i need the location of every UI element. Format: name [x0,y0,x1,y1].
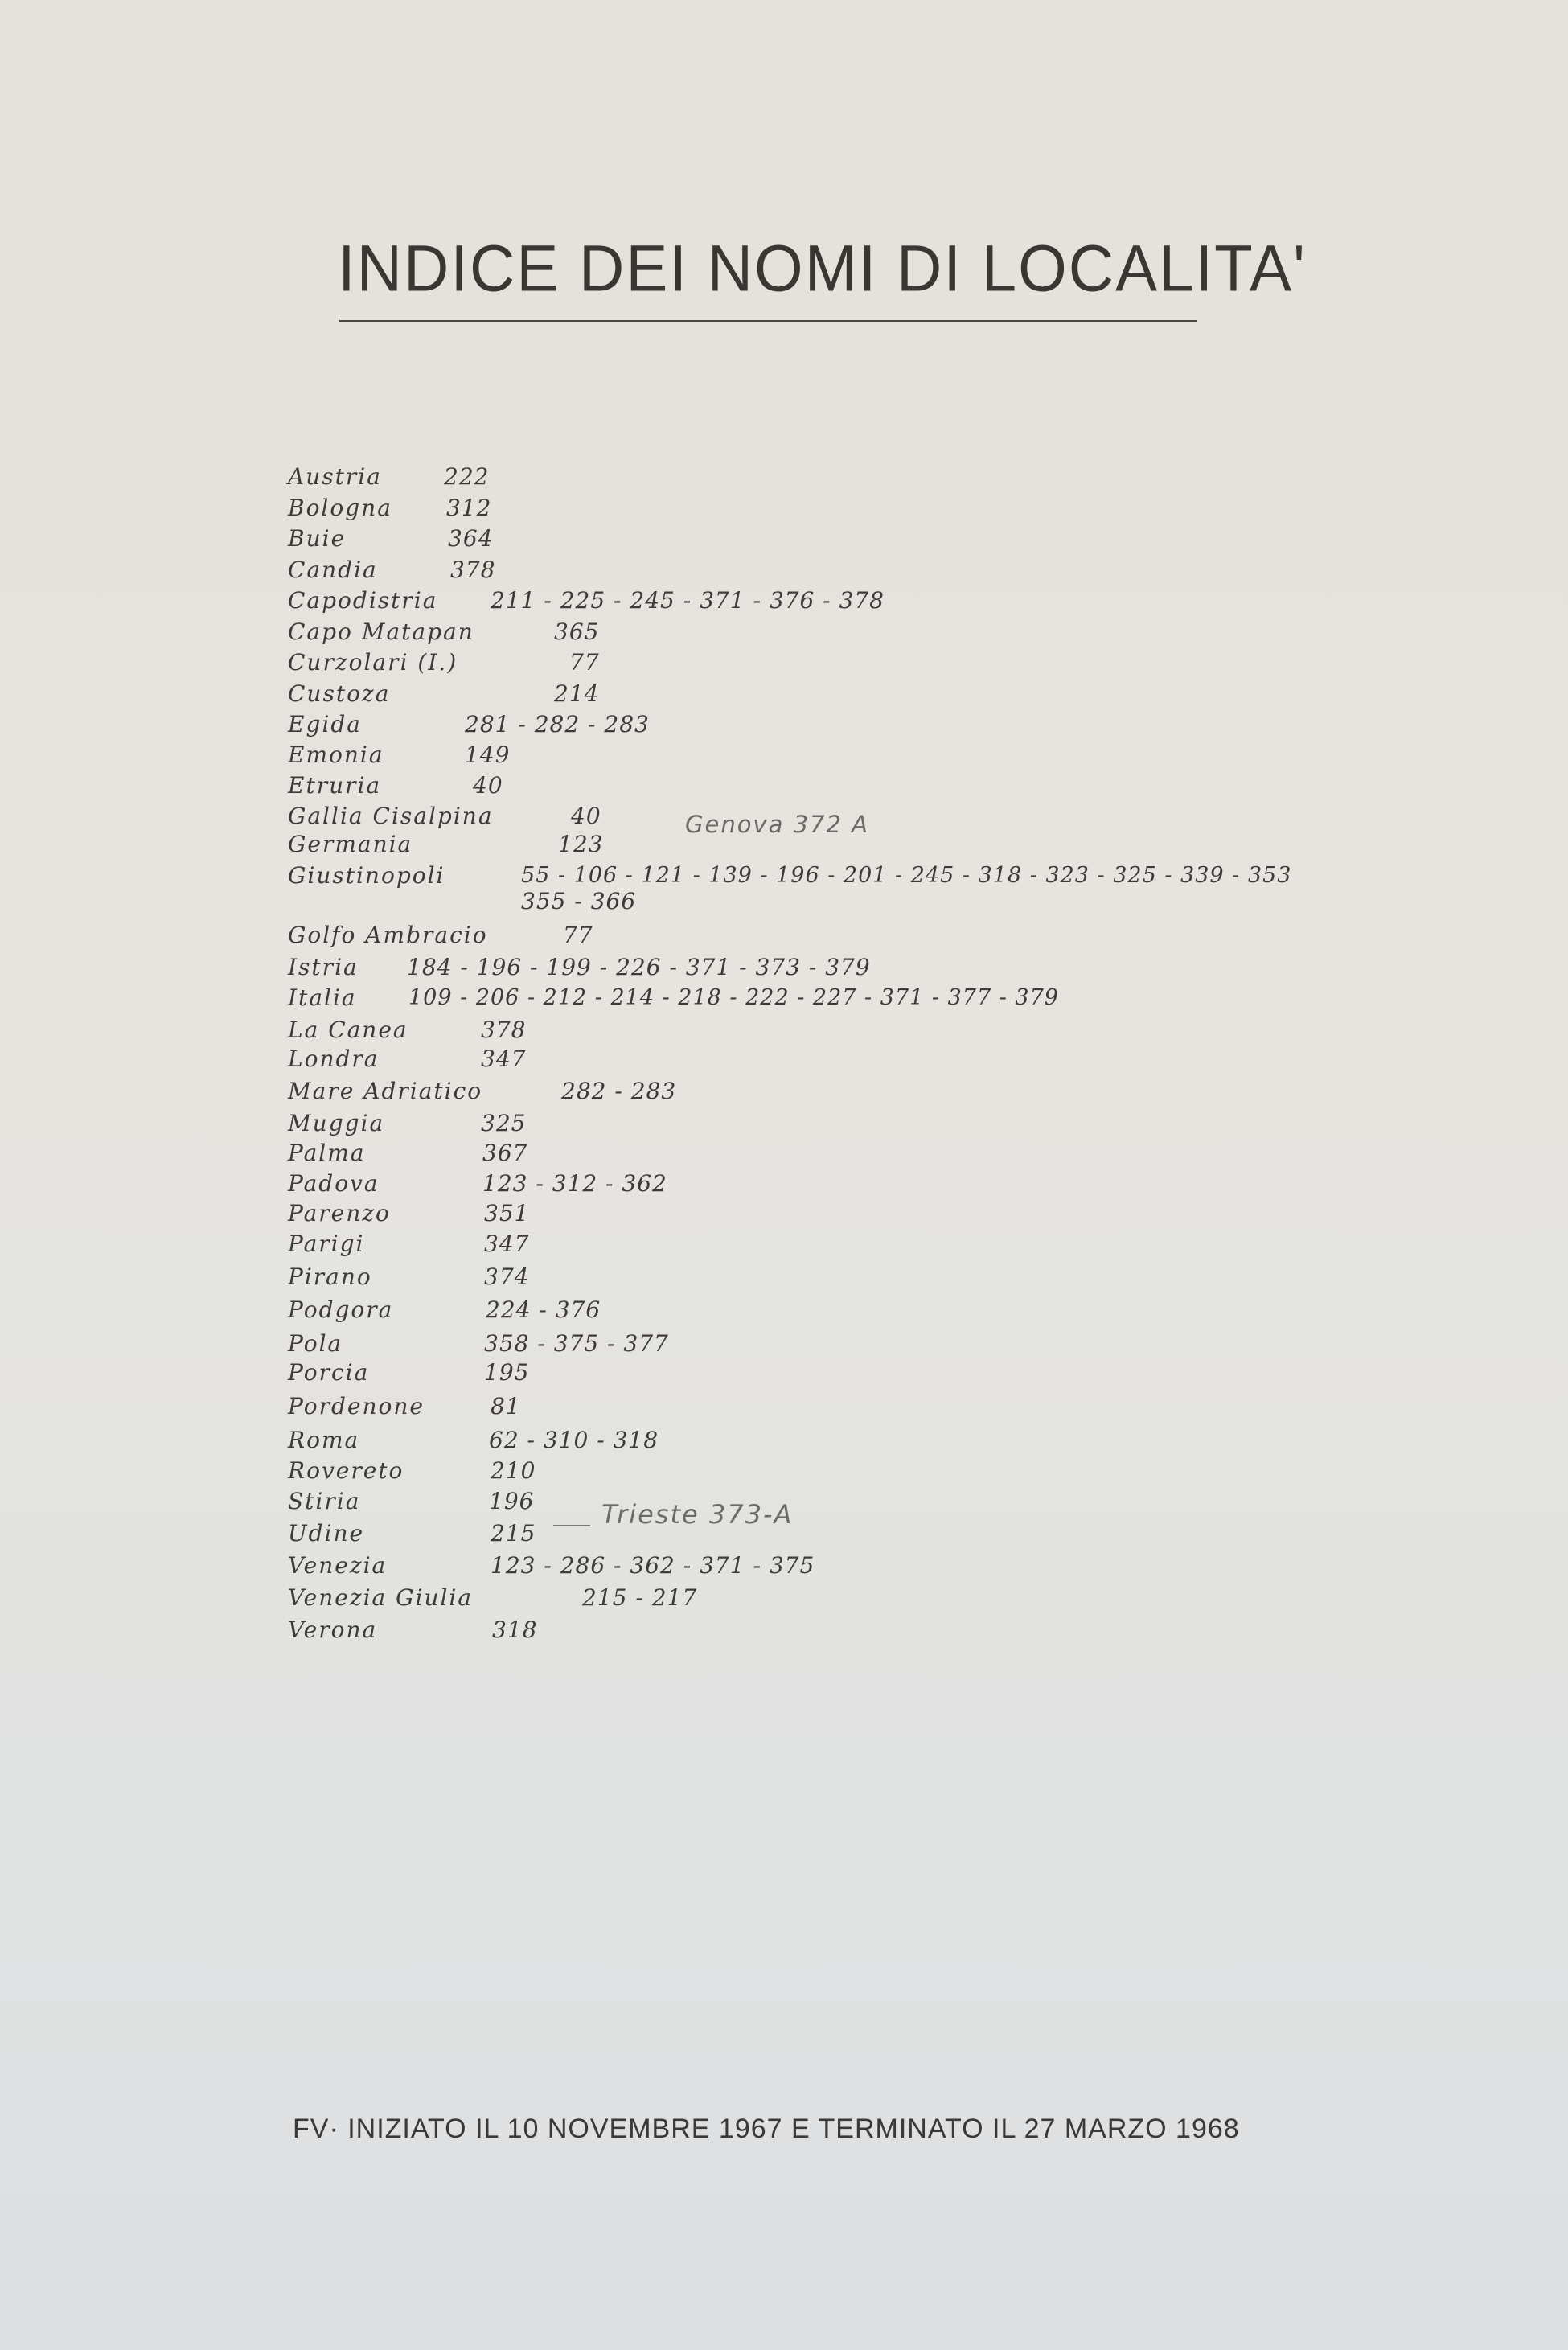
index-entry [288,862,1542,914]
page-numbers: 123 - 312 - 362 [482,1170,667,1197]
place-name: Mare Adriatico [288,1078,483,1104]
place-name: La Canea [288,1017,408,1043]
place-name: Pirano [288,1263,372,1290]
index-entry [288,742,1542,769]
page-numbers: 351 [484,1200,530,1226]
index-entry [288,1584,1542,1612]
page-numbers: 347 [481,1046,527,1072]
place-name: Gallia Cisalpina [288,803,494,829]
page-title: INDICE DEI NOMI DI LOCALITA' [338,230,1307,306]
index-entry [288,1230,1542,1258]
place-name: Parenzo [288,1200,391,1226]
page-numbers: 222 [444,463,490,490]
page-numbers: 55 - 106 - 121 - 139 - 196 - 201 - 245 - 318 - 323 - 325 - 339 - 353 [521,863,1292,888]
index-entry [288,1140,1542,1167]
place-name: Pola [288,1330,343,1357]
page-numbers: 367 [482,1140,528,1166]
index-entry [288,922,1542,949]
place-name: Udine [288,1520,365,1547]
place-name: Londra [288,1046,380,1072]
place-name: Pordenone [288,1393,425,1419]
place-name: Parigi [288,1230,365,1257]
page-numbers: 374 [484,1263,530,1290]
place-name: Roma [288,1427,360,1453]
page-numbers: 211 - 225 - 245 - 371 - 376 - 378 [491,587,885,614]
place-name: Rovereto [288,1457,404,1484]
index-entry [288,557,1542,584]
index-entry [288,1017,1542,1044]
page-numbers: 215 [491,1520,536,1547]
index-entry [288,1263,1542,1291]
place-name: Capodistria [288,587,438,614]
index-entry [288,772,1542,799]
place-name: Curzolari (I.) [288,649,458,676]
annotation-genova: Genova 372 A [685,811,869,838]
index-entry [288,803,1542,830]
page-numbers: 40 [571,803,601,829]
place-name: Giustinopoli [288,862,445,889]
index-entry [288,587,1542,614]
page-numbers: 318 [492,1617,538,1643]
page-numbers: 77 [563,922,593,948]
page-numbers: 109 - 206 - 212 - 214 - 218 - 222 - 227 - 371 - 377 - 379 [408,985,1059,1010]
place-name: Emonia [288,742,384,768]
place-name: Germania [288,831,413,857]
index-entry [288,618,1542,646]
place-name: Padova [288,1170,380,1197]
index-entry [288,1078,1542,1105]
page-numbers: 365 [554,618,600,645]
page-numbers: 281 - 282 - 283 [465,711,650,737]
page-numbers: 184 - 196 - 199 - 226 - 371 - 373 - 379 [407,954,871,980]
index-entry [288,1359,1542,1387]
page-numbers: 364 [448,525,494,552]
page-numbers: 312 [446,495,492,521]
index-entry [288,1200,1542,1227]
page-numbers: 347 [484,1230,530,1257]
index-entry [288,649,1542,676]
page-numbers: 224 - 376 [486,1296,601,1323]
index-entry [288,463,1542,491]
place-name: Custoza [288,680,391,707]
place-name: Stiria [288,1488,361,1514]
place-name: Golfo Ambracio [288,922,488,948]
index-entry [288,1110,1542,1137]
index-entry [288,1552,1542,1580]
place-name: Buie [288,525,347,552]
index-entry [288,525,1542,553]
index-entry [288,1457,1542,1485]
place-name: Venezia [288,1552,388,1579]
place-name: Podgora [288,1296,394,1323]
page-numbers: 81 [491,1393,521,1419]
index-entry [288,954,1542,981]
page-numbers: 378 [450,557,496,583]
index-entry [288,1330,1542,1358]
index-entry [288,1393,1542,1420]
place-name: Palma [288,1140,366,1166]
place-name: Porcia [288,1359,370,1386]
index-entry [288,984,1542,1012]
place-name: Venezia Giulia [288,1584,474,1611]
index-entry [288,1046,1542,1073]
page-numbers: 123 - 286 - 362 - 371 - 375 [491,1552,815,1579]
index-entry [288,1170,1542,1198]
place-name: Italia [288,984,357,1011]
page-numbers: 282 - 283 [561,1078,677,1104]
page-numbers: 215 - 217 [582,1584,698,1611]
annotation-connector [553,1525,590,1526]
place-name: Egida [288,711,362,737]
place-name: Bologna [288,495,392,521]
page-numbers: 196 [489,1488,535,1514]
page-numbers: 149 [465,742,511,768]
index-entry [288,1296,1542,1324]
page-numbers: 325 [481,1110,527,1136]
page-numbers: 214 [554,680,600,707]
index-entry [288,831,1542,858]
place-name: Austria [288,463,382,490]
place-name: Etruria [288,772,382,799]
page-numbers: 358 - 375 - 377 [484,1330,669,1357]
index-entry [288,1488,1542,1515]
place-name: Verona [288,1617,378,1643]
index-entry [288,711,1542,738]
page-numbers-continued: 355 - 366 [521,888,637,914]
place-name: Candia [288,557,378,583]
page-numbers: 40 [473,772,503,799]
annotation-trieste: Trieste 373-A [601,1499,794,1530]
place-name: Muggia [288,1110,385,1136]
completion-note: FV· INIZIATO IL 10 NOVEMBRE 1967 E TERMINATO IL 27 MARZO 1968 [293,2114,1240,2144]
index-entry [288,495,1542,522]
page-numbers: 378 [481,1017,527,1043]
index-entry [288,680,1542,708]
index-entry [288,1617,1542,1644]
page-numbers: 195 [484,1359,530,1386]
place-name: Capo Matapan [288,618,474,645]
page-numbers: 123 [558,831,604,857]
index-entry [288,1520,1542,1547]
page-numbers: 77 [569,649,600,676]
index-entry [288,1427,1542,1454]
place-name: Istria [288,954,359,980]
page-numbers: 210 [491,1457,536,1484]
page-numbers: 62 - 310 - 318 [489,1427,659,1453]
